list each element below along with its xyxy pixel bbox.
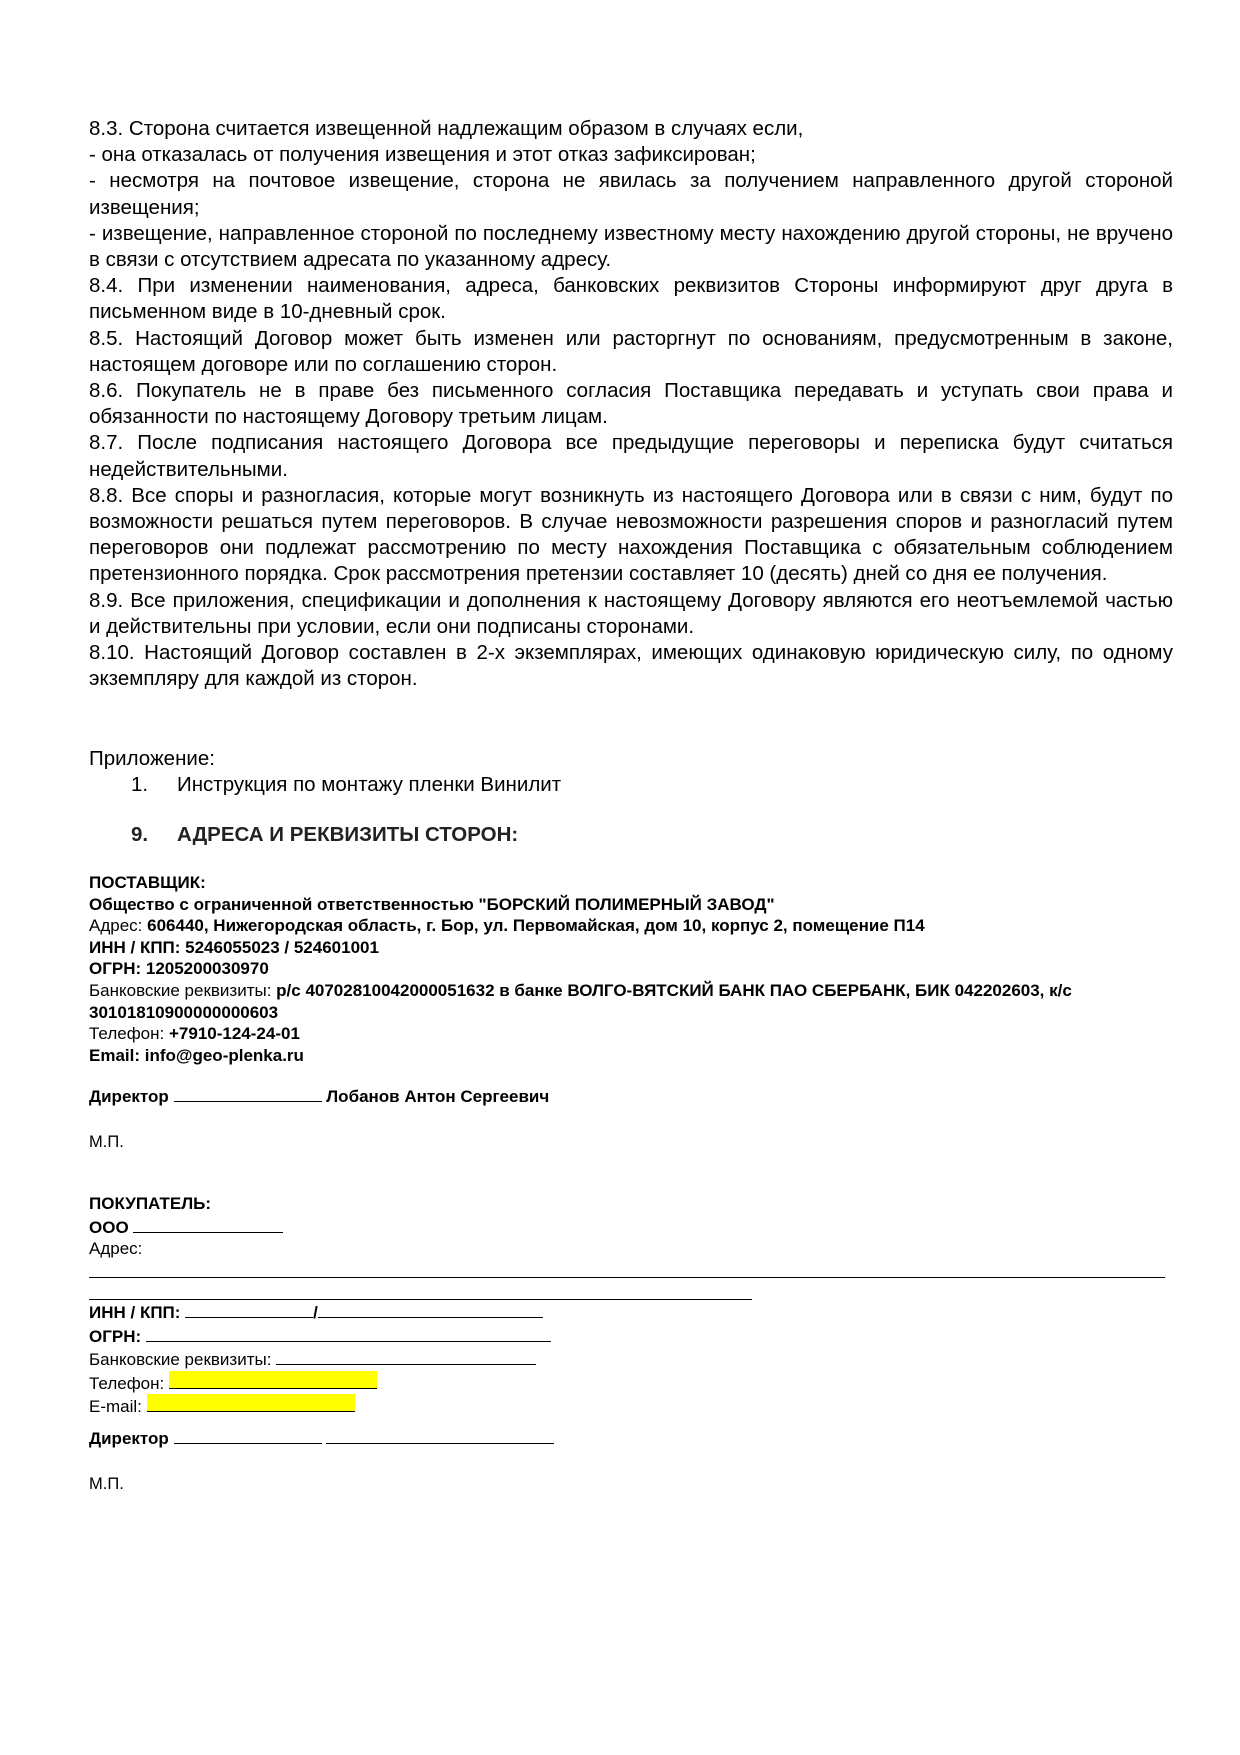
buyer-ogrn-label: ОГРН: xyxy=(89,1326,142,1346)
buyer-ogrn-field[interactable] xyxy=(146,1324,551,1342)
buyer-email-label: E-mail: xyxy=(89,1397,142,1417)
clause-8-9: 8.9. Все приложения, спецификации и дополнения к настоящему Договору являются его неотъемлемой частью и действительны при условии, если они подписаны сторонами. xyxy=(89,588,1173,638)
section-number: 9. xyxy=(131,823,149,846)
supplier-role: ПОСТАВЩИК: xyxy=(89,873,206,892)
buyer-address-label: Адрес: xyxy=(89,1239,143,1259)
supplier-name: Общество с ограниченной ответственностью "БОРСКИЙ ПОЛИМЕРНЫЙ ЗАВОД" xyxy=(89,894,775,914)
appendix-item-text: Инструкция по монтажу пленки Винилит xyxy=(177,773,562,796)
clause-8-6: 8.6. Покупатель не в праве без письменного согласия Поставщика передавать и уступать свои права и обязанности по настоящему Договору третьим лицам. xyxy=(89,379,1173,429)
supplier-bank-label: Банковские реквизиты: xyxy=(89,980,277,1000)
supplier-director-label: Директор xyxy=(89,1087,169,1106)
buyer-stamp: М.П. xyxy=(89,1475,124,1493)
supplier-signature-line xyxy=(89,1084,549,1108)
buyer-role: ПОКУПАТЕЛЬ: xyxy=(89,1194,211,1213)
buyer-inn-field[interactable] xyxy=(185,1300,313,1318)
buyer-org-label: ООО xyxy=(89,1217,129,1237)
appendix-item xyxy=(131,773,561,797)
supplier-address: 606440, Нижегородская область, г. Бор, ул. Первомайская, дом 10, корпус 2, помещение П14 xyxy=(147,916,925,936)
clause-8-3-item-2: - несмотря на почтовое извещение, сторона не явилась за получением направленного другой стороной извещения; xyxy=(89,169,1173,219)
section-title: АДРЕСА И РЕКВИЗИТЫ СТОРОН: xyxy=(177,823,519,846)
buyer-director-name-field[interactable] xyxy=(326,1426,554,1444)
clause-8-4: 8.4. При изменении наименования, адреса, банковских реквизитов Стороны информируют друг друга в письменном виде в 10-дневный срок. xyxy=(89,274,1173,324)
buyer-phone-label: Телефон: xyxy=(89,1373,165,1393)
supplier-address-label: Адрес: xyxy=(89,916,148,936)
supplier-ogrn: ОГРН: 1205200030970 xyxy=(89,959,269,979)
buyer-slash: / xyxy=(313,1303,318,1322)
clause-8-3-item-1: - она отказалась от получения извещения и этот отказ зафиксирован; xyxy=(89,143,756,167)
clause-8-5: 8.5. Настоящий Договор может быть изменен или расторгнут по основаниям, предусмотренным в законе, настоящем договоре или по соглашению сторон. xyxy=(89,326,1173,376)
supplier-phone: +7910-124-24-01 xyxy=(168,1024,300,1044)
buyer-kpp-field[interactable] xyxy=(318,1300,543,1318)
supplier-signature-field[interactable] xyxy=(174,1084,322,1102)
buyer-bank-label: Банковские реквизиты: xyxy=(89,1350,272,1370)
supplier-phone-label: Телефон: xyxy=(89,1024,169,1044)
buyer-block xyxy=(89,1193,283,1260)
clause-8-3-item-3: - извещение, направленное стороной по последнему известному месту нахождению другой стороны, не вручено в связи с отсутствием адресата по указанному адресу. xyxy=(89,221,1173,272)
buyer-org-field[interactable] xyxy=(133,1215,283,1233)
clause-8-8: 8.8. Все споры и разногласия, которые могут возникнуть из настоящего Договора или в связи с ним, будут по возможности решаться путем переговоров. В случае невозможности разрешения споров и разногласий путем переговоров они подлежат рассмотрению по месту нахождения Поставщика с обязательным соблюдением претензионного порядка. Срок рассмотрения претензии составляет 10 (десять) дней со дня ее получения. xyxy=(89,483,1173,586)
supplier-inn-kpp: ИНН / КПП: 5246055023 / 524601001 xyxy=(89,937,379,957)
buyer-bank-field[interactable] xyxy=(276,1347,536,1365)
section-heading xyxy=(131,823,518,847)
clause-8-10: 8.10. Настоящий Договор составлен в 2-х экземплярах, имеющих одинаковую юридическую силу, по одному экземпляру для каждой из сторон. xyxy=(89,641,1173,691)
buyer-director-label: Директор xyxy=(89,1429,169,1448)
supplier-block xyxy=(89,872,1179,1066)
buyer-inn-kpp-label: ИНН / КПП: xyxy=(89,1303,181,1322)
contract-clauses xyxy=(89,116,1173,692)
appendix-title: Приложение: xyxy=(89,747,215,770)
buyer-address-field-line-1[interactable] xyxy=(89,1277,1165,1278)
supplier-stamp: М.П. xyxy=(89,1133,124,1151)
clause-8-7: 8.7. После подписания настоящего Договора все предыдущие переговоры и переписка будут считаться недействительными. xyxy=(89,431,1173,481)
supplier-email: Email: info@geo-plenka.ru xyxy=(89,1045,304,1065)
buyer-signature-field[interactable] xyxy=(174,1426,322,1444)
buyer-signature-line xyxy=(89,1426,554,1450)
buyer-email-field[interactable] xyxy=(147,1394,355,1412)
supplier-bank: р/с 40702810042000051632 в банке ВОЛГО-ВЯТСКИЙ БАНК ПАО СБЕРБАНК, БИК 042202603, к/с 30101810900000000603 xyxy=(89,980,1072,1022)
appendix-item-number: 1. xyxy=(131,773,149,796)
clause-8-3: 8.3. Сторона считается извещенной надлежащим образом в случаях если, xyxy=(89,117,804,140)
buyer-phone-field[interactable] xyxy=(169,1371,377,1389)
buyer-details xyxy=(89,1300,551,1418)
supplier-director-name: Лобанов Антон Сергеевич xyxy=(326,1087,550,1106)
